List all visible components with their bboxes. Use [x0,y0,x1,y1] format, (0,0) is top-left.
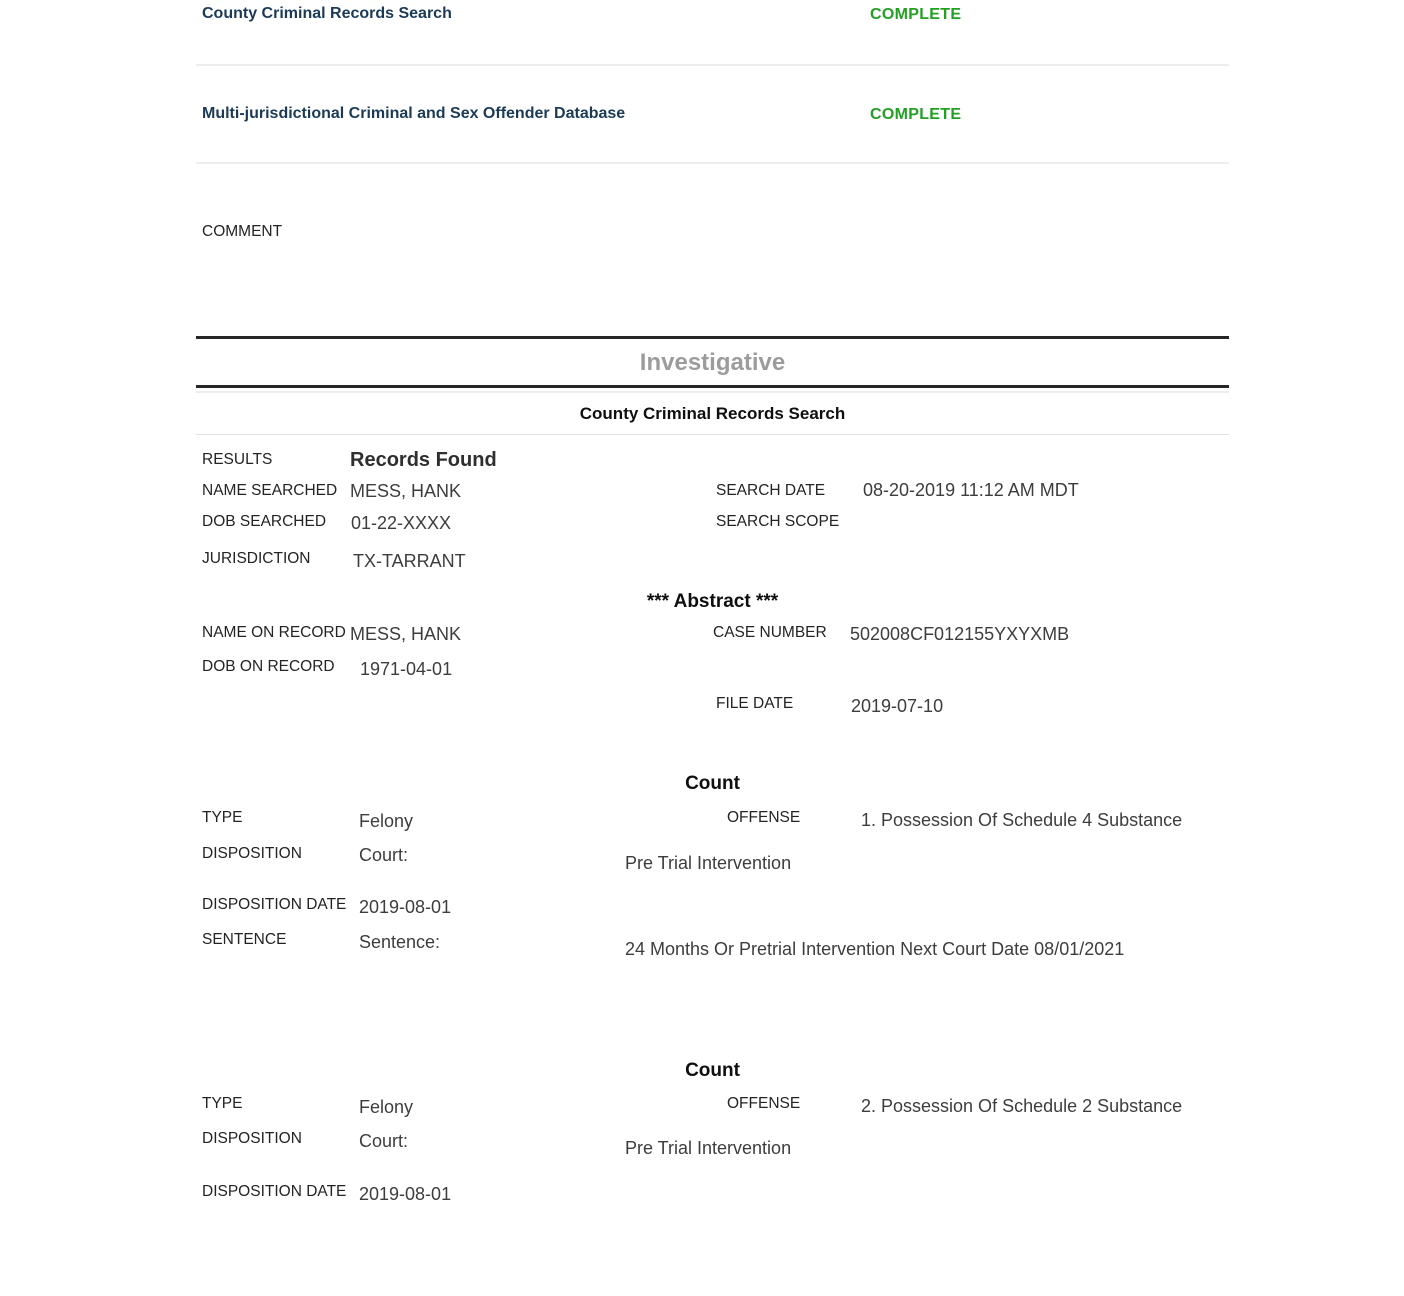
offense-label: OFFENSE [727,1095,801,1112]
summary-row-title: County Criminal Records Search [202,5,452,22]
section-header: Investigative [639,349,786,376]
results-value: Records Found [350,449,497,471]
divider [196,434,1229,435]
divider [196,162,1229,164]
disposition-value: Court: [359,1131,409,1151]
summary-row-title: Multi-jurisdictional Criminal and Sex Offender Database [202,105,626,122]
section-rule-top [196,336,1229,339]
name-on-record-value: MESS, HANK [350,624,462,644]
results-label: RESULTS [202,451,273,468]
name-searched-label: NAME SEARCHED [202,482,338,499]
offense-value: 1. Possession Of Schedule 4 Substance [861,810,1183,830]
dob-searched-label: DOB SEARCHED [202,513,327,530]
status-badge: COMPLETE [870,6,962,23]
abstract-title: *** Abstract *** [646,591,779,612]
case-number-value: 502008CF012155YXYXMB [850,624,1070,644]
search-section-title: County Criminal Records Search [579,404,846,423]
type-value: Felony [359,811,414,831]
count-title: Count [685,1060,740,1081]
disposition-date-value: 2019-08-01 [359,1184,452,1204]
divider [196,64,1229,66]
status-badge: COMPLETE [870,106,962,123]
search-scope-label: SEARCH SCOPE [716,513,840,530]
section-rule-bottom [196,385,1229,388]
file-date-label: FILE DATE [716,695,794,712]
disposition-extra: Pre Trial Intervention [625,853,792,873]
offense-value: 2. Possession Of Schedule 2 Substance [861,1096,1183,1116]
jurisdiction-label: JURISDICTION [202,550,311,567]
offense-label: OFFENSE [727,809,801,826]
disposition-date-label: DISPOSITION DATE [202,896,347,913]
dob-on-record-value: 1971-04-01 [360,659,453,679]
name-searched-value: MESS, HANK [350,481,462,501]
disposition-value: Court: [359,845,409,865]
case-number-label: CASE NUMBER [713,624,827,641]
type-label: TYPE [202,1095,243,1112]
disposition-date-value: 2019-08-01 [359,897,452,917]
disposition-label: DISPOSITION [202,1130,302,1147]
name-on-record-label: NAME ON RECORD [202,624,346,641]
sentence-label: SENTENCE [202,931,287,948]
disposition-date-label: DISPOSITION DATE [202,1183,347,1200]
search-date-label: SEARCH DATE [716,482,826,499]
dob-on-record-label: DOB ON RECORD [202,658,335,675]
divider [196,391,1229,393]
count-title: Count [685,773,740,794]
disposition-extra: Pre Trial Intervention [625,1138,792,1158]
jurisdiction-value: TX-TARRANT [353,551,466,571]
disposition-label: DISPOSITION [202,845,302,862]
type-value: Felony [359,1097,414,1117]
comment-label: COMMENT [202,223,283,240]
sentence-extra: 24 Months Or Pretrial Intervention Next Court Date 08/01/2021 [625,939,1125,959]
type-label: TYPE [202,809,243,826]
dob-searched-value: 01-22-XXXX [351,513,452,533]
file-date-value: 2019-07-10 [851,696,944,716]
search-date-value: 08-20-2019 11:12 AM MDT [863,480,1079,500]
sentence-value: Sentence: [359,932,441,952]
